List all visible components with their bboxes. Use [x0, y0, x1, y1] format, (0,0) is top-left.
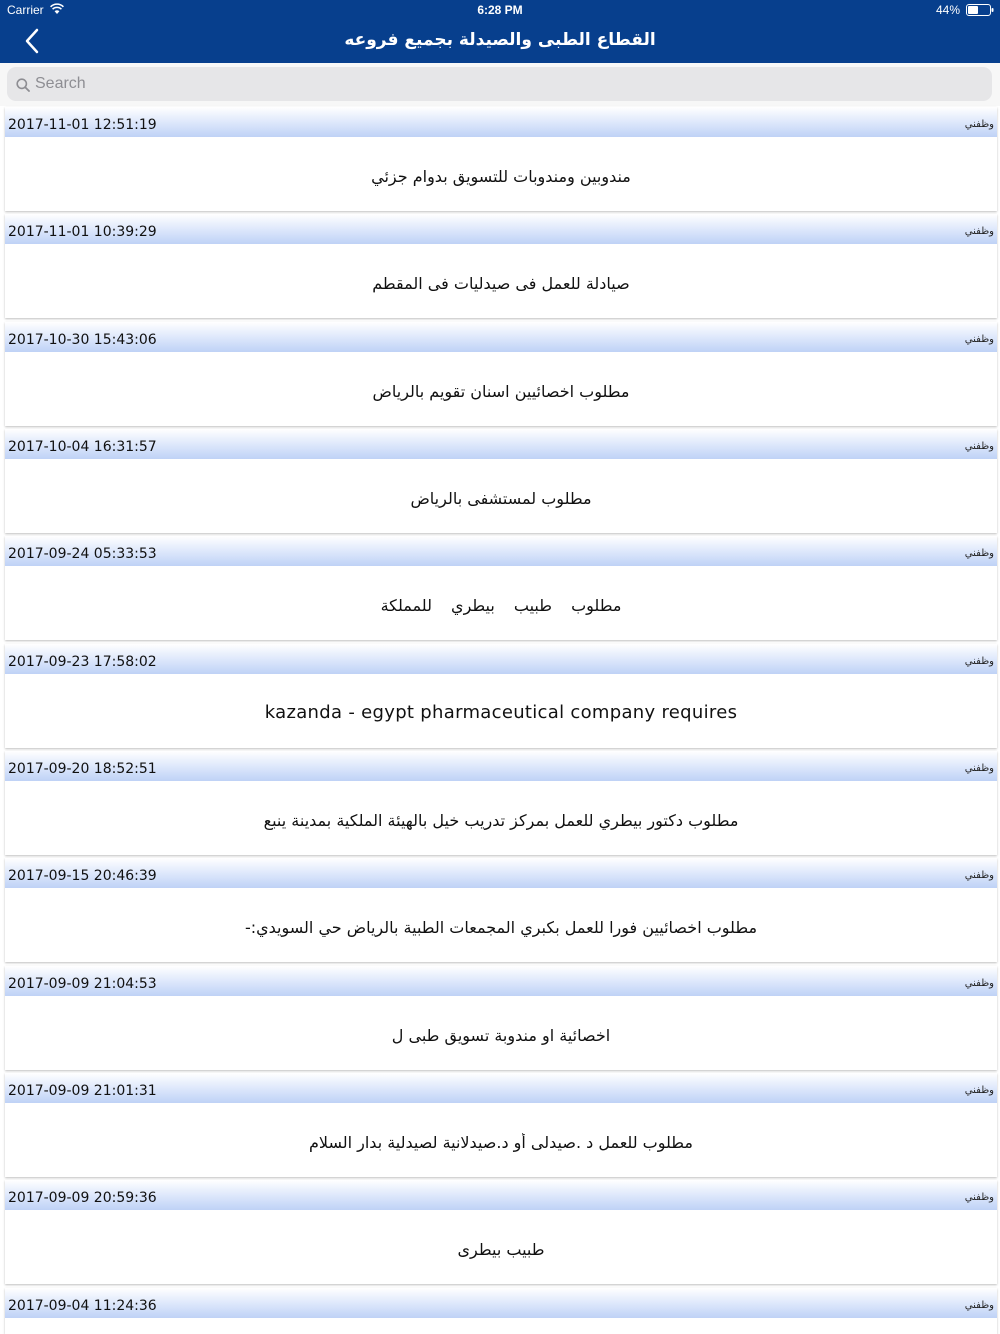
- post-date: 2017-09-09 21:01:31: [8, 1083, 157, 1099]
- job-title: مطلوب دكتور بيطري للعمل بمركز تدريب خيل بالهيئة الملكية بمدينة ينبع: [263, 811, 739, 830]
- list-item[interactable]: [5, 966, 997, 1070]
- carrier-label: Carrier: [7, 3, 44, 17]
- source-label: وظفني: [964, 763, 994, 774]
- status-time: 6:28 PM: [477, 3, 523, 17]
- list-item[interactable]: [5, 1180, 997, 1284]
- battery-icon: [966, 4, 994, 16]
- source-label: وظفني: [964, 119, 994, 130]
- card-header: [5, 429, 997, 459]
- post-date: 2017-09-24 05:33:53: [8, 546, 157, 562]
- card-header: [5, 322, 997, 352]
- card-header: [5, 536, 997, 566]
- post-date: 2017-10-30 15:43:06: [8, 332, 157, 348]
- post-date: 2017-09-23 17:58:02: [8, 654, 157, 670]
- source-label: وظفني: [964, 656, 994, 667]
- list-item[interactable]: [5, 1288, 997, 1334]
- card-header: [5, 107, 997, 137]
- job-title: مطلوب اخصائيين اسنان تقويم بالرياض: [372, 382, 630, 401]
- list-item[interactable]: [5, 751, 997, 855]
- list-item[interactable]: [5, 107, 997, 211]
- post-date: 2017-09-04 11:24:36: [8, 1298, 157, 1314]
- card-header: [5, 1073, 997, 1103]
- search-field-container[interactable]: [7, 67, 992, 101]
- search-bar: [0, 63, 1000, 106]
- list-item[interactable]: [5, 214, 997, 318]
- list-item[interactable]: [5, 644, 997, 748]
- post-date: 2017-10-04 16:31:57: [8, 439, 157, 455]
- status-bar: [0, 0, 1000, 20]
- list-item[interactable]: [5, 429, 997, 533]
- post-date: 2017-09-15 20:46:39: [8, 868, 157, 884]
- card-header: [5, 1288, 997, 1318]
- source-label: وظفني: [964, 978, 994, 989]
- list-item[interactable]: [5, 322, 997, 426]
- search-input[interactable]: [35, 70, 975, 98]
- card-header: [5, 966, 997, 996]
- source-label: وظفني: [964, 548, 994, 559]
- post-date: 2017-11-01 10:39:29: [8, 224, 157, 240]
- job-title: اخصائية او مندوبة تسويق طبى ل: [391, 1026, 611, 1045]
- source-label: وظفني: [964, 870, 994, 881]
- list-item[interactable]: [5, 1073, 997, 1177]
- post-date: 2017-09-09 21:04:53: [8, 976, 157, 992]
- back-chevron-icon[interactable]: [18, 26, 48, 56]
- list-item[interactable]: [5, 536, 997, 640]
- page-title: القطاع الطبى والصيدلة بجميع فروعه: [344, 30, 656, 50]
- source-label: وظفني: [964, 441, 994, 452]
- card-header: [5, 644, 997, 674]
- list-item[interactable]: [5, 858, 997, 962]
- card-header: [5, 858, 997, 888]
- source-label: وظفني: [964, 1300, 994, 1311]
- card-header: [5, 1180, 997, 1210]
- card-header: [5, 751, 997, 781]
- post-date: 2017-09-20 18:52:51: [8, 761, 157, 777]
- card-header: [5, 214, 997, 244]
- job-title: مطلوب لمستشفى بالرياض: [410, 489, 592, 508]
- job-title: مطلوب للعمل د .صيدلى أو د.صيدلانية لصيدلية بدار السلام: [308, 1133, 693, 1152]
- source-label: وظفني: [964, 334, 994, 345]
- source-label: وظفني: [964, 1085, 994, 1096]
- job-title: مطلوب اخصائيين فورا للعمل بكبري المجمعات الطبية بالرياض حي السويدي:-: [244, 918, 758, 937]
- post-date: 2017-11-01 12:51:19: [8, 117, 157, 133]
- post-date: 2017-09-09 20:59:36: [8, 1190, 157, 1206]
- source-label: وظفني: [964, 1192, 994, 1203]
- navigation-header: [0, 0, 1000, 63]
- source-label: وظفني: [964, 226, 994, 237]
- job-title: مطلوب طبيب بيطري للمملكة: [380, 596, 622, 615]
- battery-percent: 44%: [935, 3, 960, 17]
- job-title: طبيب بيطرى: [457, 1240, 545, 1259]
- job-title: kazanda - egypt pharmaceutical company requires: [264, 702, 738, 723]
- job-title: مندوبين ومندوبات للتسويق بدوام جزئي: [371, 167, 631, 186]
- search-icon: [16, 78, 30, 92]
- job-title: صيادلة للعمل فى صيدليات فى المقطم: [372, 274, 630, 293]
